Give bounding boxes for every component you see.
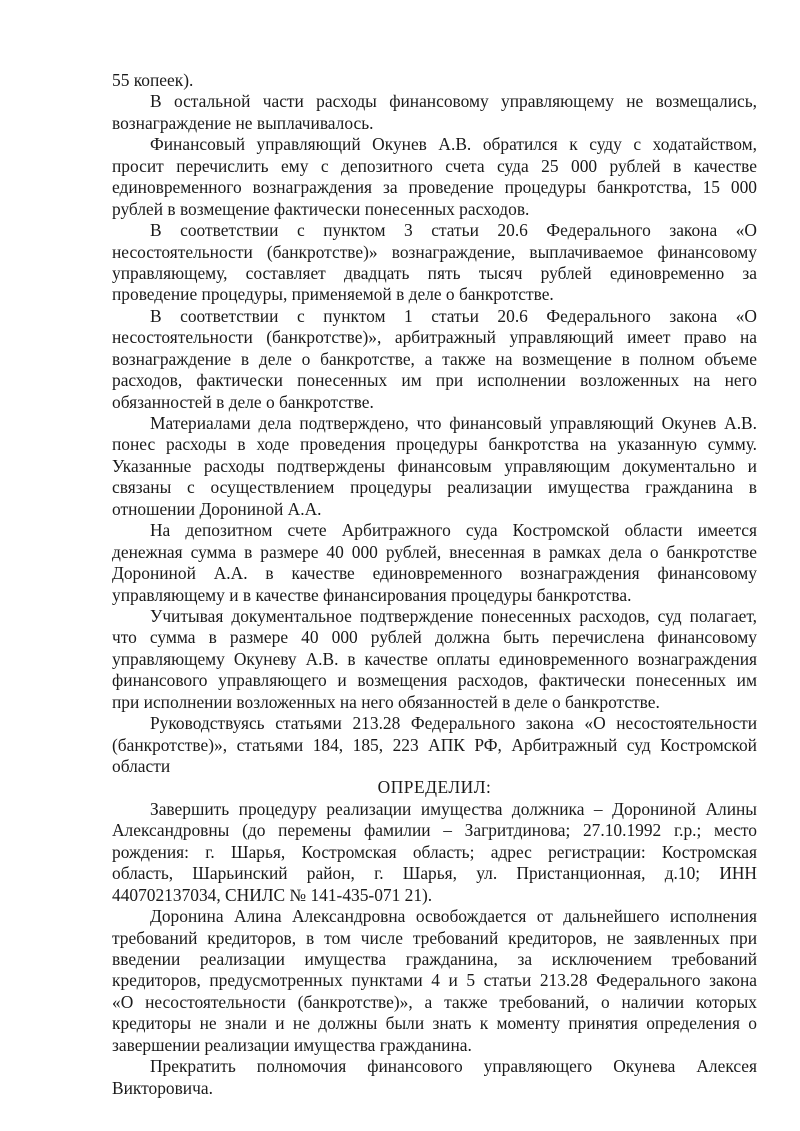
- text-line: несостоятельности (банкротстве)», арбитражный управляющий имеет право на: [112, 327, 757, 348]
- text-line: расходов, фактически понесенных им при исполнении возложенных на него: [112, 370, 757, 391]
- ruling-paragraph-r1: [112, 799, 757, 906]
- text-line: кредиторов, предусмотренных пунктами 4 и 5 статьи 213.28 Федерального закона: [112, 970, 757, 991]
- text-line: Доронина Алина Александровна освобождается от дальнейшего исполнения: [150, 906, 757, 927]
- ruling-paragraph-r2: [112, 906, 757, 1056]
- text-line: Прекратить полномочия финансового управляющего Окунева Алексея: [150, 1056, 757, 1077]
- text-line: несостоятельности (банкротстве)» вознаграждение, выплачиваемое финансовому: [112, 241, 757, 262]
- document-page: [112, 70, 757, 1099]
- text-line: отношении Дорониной А.А.: [112, 498, 322, 519]
- text-line: управляющему, составляет двадцать пять тысяч рублей единовременно за: [112, 262, 757, 283]
- text-line: Викторовича.: [112, 1077, 213, 1098]
- text-line: проведение процедуры, применяемой в деле о банкротстве.: [112, 284, 554, 305]
- paragraph-p1: [112, 91, 757, 134]
- text-line: 440702137034, СНИЛС № 141-435-071 21).: [112, 884, 433, 905]
- paragraph-p5: [112, 413, 757, 520]
- text-line: при исполнении возложенных на него обязанностей в деле о банкротстве.: [112, 691, 660, 712]
- text-line: управляющему Окуневу А.В. в качестве оплаты единовременного вознаграждения: [112, 648, 757, 669]
- text-line: денежная сумма в размере 40 000 рублей, внесенная в рамках дела о банкротстве: [112, 541, 757, 562]
- text-line: связаны с осуществлением процедуры реализации имущества гражданина в: [112, 477, 757, 498]
- paragraph-p2: [112, 134, 757, 220]
- text-line: просит перечислить ему с депозитного счета суда 25 000 рублей в качестве: [112, 155, 757, 176]
- text-line: Материалами дела подтверждено, что финансовый управляющий Окунев А.В.: [150, 413, 757, 433]
- text-line: В соответствии с пунктом 1 статьи 20.6 Федерального закона «О: [150, 305, 757, 326]
- text-line: В остальной части расходы финансовому управляющему не возмещались,: [150, 91, 757, 112]
- paragraph-p7: [112, 606, 757, 713]
- text-line: В соответствии с пунктом 3 статьи 20.6 Федерального закона «О: [150, 220, 757, 241]
- text-line: 55 копеек).: [112, 70, 194, 90]
- text-line: Учитывая документальное подтверждение понесенных расходов, суд полагает,: [150, 605, 757, 626]
- ruling-paragraph-r3: [112, 1056, 757, 1099]
- text-line: область, Шарьинский район, г. Шарья, ул. Пристанционная, д.10; ИНН: [112, 863, 757, 884]
- document-body: [112, 70, 757, 777]
- text-line: области: [112, 756, 171, 776]
- text-line: что сумма в размере 40 000 рублей должна быть перечислена финансовому: [112, 627, 757, 648]
- ruling-body: [112, 799, 757, 1099]
- text-line: (банкротстве)», статьями 184, 185, 223 АПК РФ, Арбитражный суд Костромской: [112, 734, 757, 755]
- text-line: Дорониной А.А. в качестве единовременного вознаграждения финансовому: [112, 563, 757, 584]
- paragraph-p8: [112, 713, 757, 777]
- text-line: требований кредиторов, в том числе требований кредиторов, не заявленных при: [112, 927, 757, 948]
- text-line: введении реализации имущества гражданина, за исключением требований: [112, 948, 757, 969]
- text-line: управляющему и в качестве финансирования процедуры банкротства.: [112, 584, 632, 605]
- paragraph-p6: [112, 520, 757, 606]
- paragraph-p0: [112, 70, 757, 91]
- text-line: вознаграждение в деле о банкротстве, а также на возмещение в полном объеме: [112, 348, 757, 369]
- text-line: единовременного вознаграждения за проведение процедуры банкротства, 15 000: [112, 177, 757, 198]
- text-line: вознаграждение не выплачивалось.: [112, 112, 374, 133]
- text-line: На депозитном счете Арбитражного суда Костромской области имеется: [150, 520, 757, 541]
- text-line: Руководствуясь статьями 213.28 Федерального закона «О несостоятельности: [150, 713, 757, 734]
- text-line: Указанные расходы подтверждены финансовым управляющим документально и: [112, 455, 757, 476]
- text-line: обязанностей в деле о банкротстве.: [112, 391, 374, 412]
- text-line: Завершить процедуру реализации имущества должника – Дорониной Алины: [150, 798, 757, 819]
- ruling-heading: ОПРЕДЕЛИЛ:: [377, 777, 492, 798]
- text-line: Александровны (до перемены фамилии – Загритдинова; 27.10.1992 г.р.; место: [112, 820, 757, 841]
- text-line: Финансовый управляющий Окунев А.В. обратился к суду с ходатайством,: [150, 134, 757, 155]
- paragraph-p3: [112, 220, 757, 306]
- text-line: «О несостоятельности (банкротстве)», а также требований, о наличии которых: [112, 991, 757, 1012]
- text-line: финансового управляющего и возмещения расходов, фактически понесенных им: [112, 670, 757, 691]
- text-line: кредиторы не знали и не должны были знать к моменту принятия определения о: [112, 1013, 757, 1034]
- paragraph-p4: [112, 306, 757, 413]
- text-line: рублей в возмещение фактически понесенных расходов.: [112, 198, 530, 219]
- text-line: завершении реализации имущества гражданина.: [112, 1034, 472, 1055]
- text-line: понес расходы в ходе проведения процедуры банкротства на указанную сумму.: [112, 434, 757, 455]
- text-line: рождения: г. Шарья, Костромская область; адрес регистрации: Костромская: [112, 841, 757, 862]
